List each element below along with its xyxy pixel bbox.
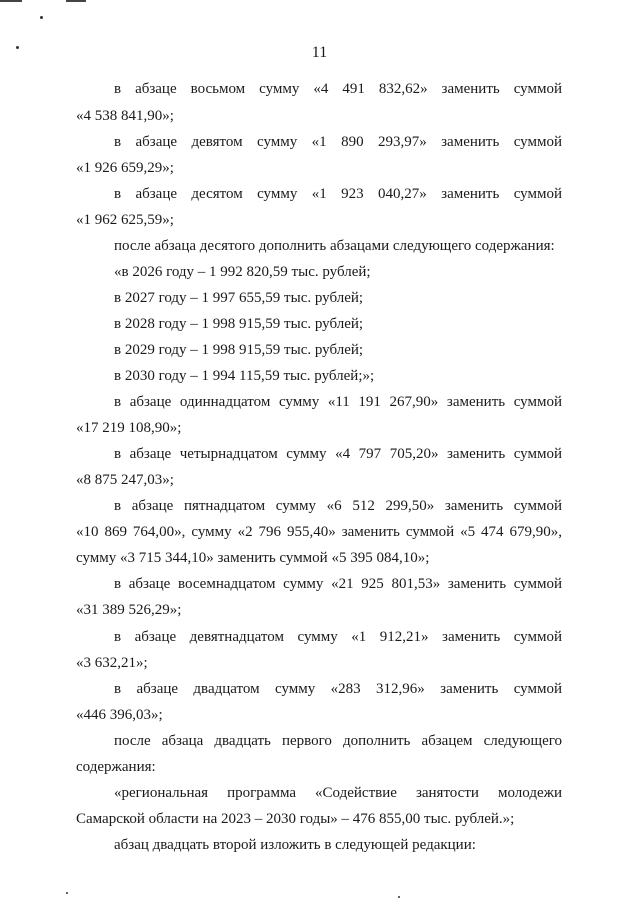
scan-speck	[66, 892, 68, 894]
scan-speck	[398, 896, 400, 898]
paragraph-line: в абзаце пятнадцатом сумму «6 512 299,50» заменить суммой	[114, 498, 562, 514]
scan-edge-mark	[0, 0, 22, 2]
paragraph-line: после абзаца десятого дополнить абзацами следующего содержания:	[114, 238, 555, 254]
paragraph-line: в абзаце восьмом сумму «4 491 832,62» заменить суммой	[114, 81, 562, 97]
paragraph-line: «446 396,03»;	[76, 707, 163, 723]
paragraph-line: «1 962 625,59»;	[76, 212, 174, 228]
paragraph-line: в 2028 году – 1 998 915,59 тыс. рублей;	[114, 316, 364, 332]
paragraph-line: в абзаце восемнадцатом сумму «21 925 801,53» заменить суммой	[114, 576, 562, 592]
paragraph-line: «10 869 764,00», сумму «2 796 955,40» заменить суммой «5 474 679,90»,	[76, 524, 562, 540]
paragraph-line: «17 219 108,90»;	[76, 420, 182, 436]
paragraph-line: в абзаце десятом сумму «1 923 040,27» заменить суммой	[114, 186, 562, 202]
paragraph-line: в абзаце двадцатом сумму «283 312,96» заменить суммой	[114, 681, 562, 697]
paragraph-line: абзац двадцать второй изложить в следующей редакции:	[114, 837, 476, 853]
page-number: 11	[311, 44, 328, 61]
paragraph-line: содержания:	[76, 759, 156, 775]
paragraph-line: в абзаце одиннадцатом сумму «11 191 267,90» заменить суммой	[114, 394, 562, 410]
paragraph-line: сумму «3 715 344,10» заменить суммой «5 395 084,10»;	[76, 550, 430, 566]
paragraph-line: «региональная программа «Содействие занятости молодежи	[114, 785, 562, 801]
paragraph-line: «8 875 247,03»;	[76, 472, 174, 488]
paragraph-line: в 2030 году – 1 994 115,59 тыс. рублей;»;	[114, 368, 375, 384]
paragraph-line: в 2027 году – 1 997 655,59 тыс. рублей;	[114, 290, 364, 306]
paragraph-line: «3 632,21»;	[76, 655, 148, 671]
paragraph-line: в 2029 году – 1 998 915,59 тыс. рублей;	[114, 342, 364, 358]
paragraph-line: «в 2026 году – 1 992 820,59 тыс. рублей;	[114, 264, 371, 280]
paragraph-line: «31 389 526,29»;	[76, 602, 182, 618]
paragraph-line: «4 538 841,90»;	[76, 108, 174, 124]
paragraph-line: в абзаце девятнадцатом сумму «1 912,21» заменить суммой	[114, 629, 562, 645]
paragraph-line: в абзаце четырнадцатом сумму «4 797 705,20» заменить суммой	[114, 446, 562, 462]
scan-speck	[40, 16, 43, 19]
paragraph-line: в абзаце девятом сумму «1 890 293,97» заменить суммой	[114, 134, 562, 150]
paragraph-line: после абзаца двадцать первого дополнить абзацем следующего	[114, 733, 562, 749]
scan-edge-mark	[66, 0, 86, 2]
paragraph-line: «1 926 659,29»;	[76, 160, 174, 176]
paragraph-line: Самарской области на 2023 – 2030 годы» – 476 855,00 тыс. рублей.»;	[76, 811, 515, 827]
